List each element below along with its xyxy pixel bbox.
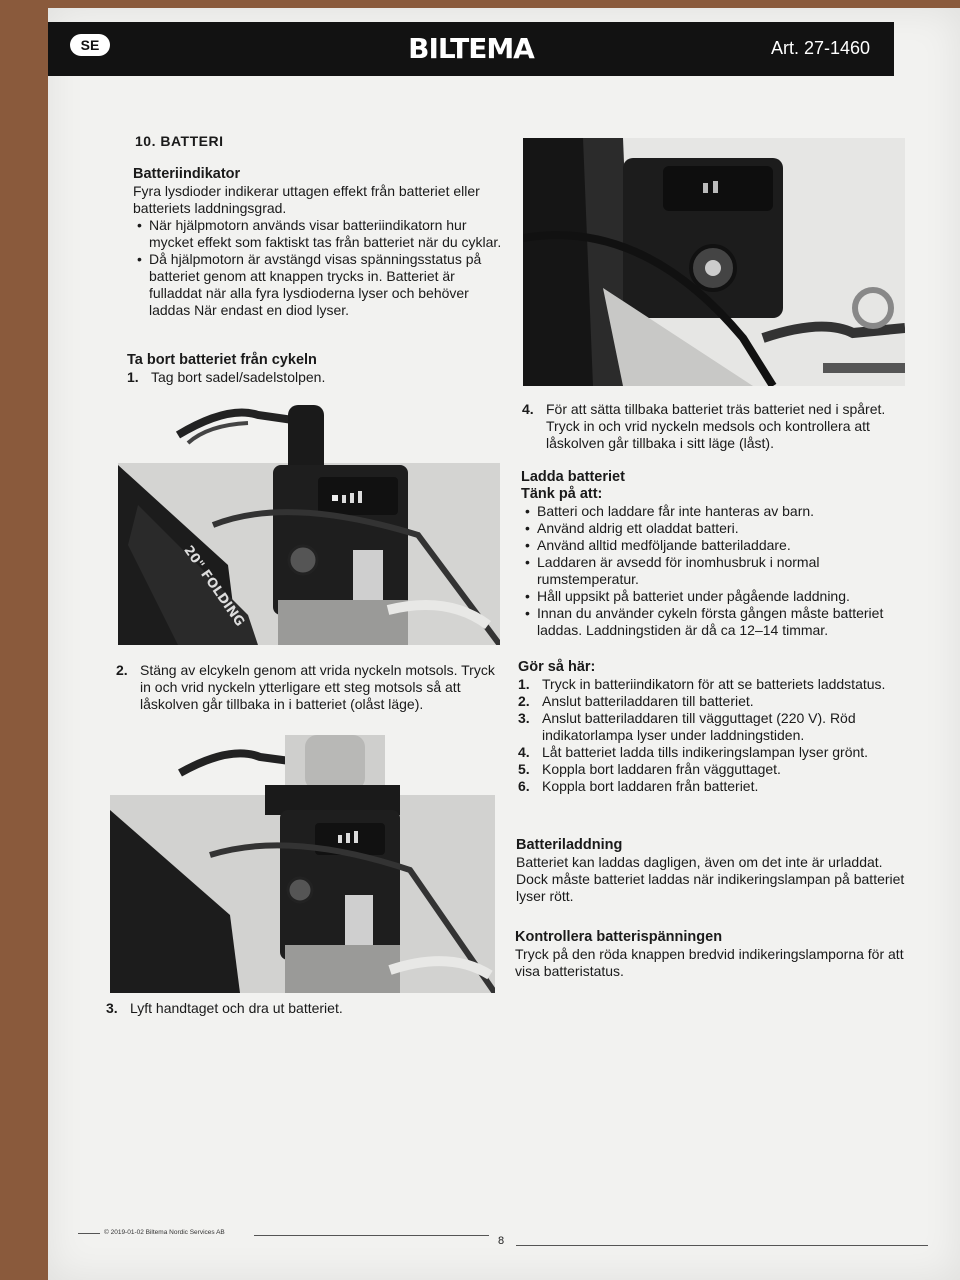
footer-rule-middle — [254, 1235, 489, 1236]
remove-step-2 — [116, 662, 496, 713]
step-text: Koppla bort laddaren från vägguttaget. — [542, 761, 781, 777]
battery-photo-1 — [118, 395, 500, 645]
list-item: • När hjälpmotorn används visar batteriindikatorn hur mycket effekt som faktiskt tas från batteriet när du cyklar. — [133, 217, 503, 251]
voltage-check-heading: Kontrollera batterispänningen — [515, 929, 723, 945]
step-number: 2. — [518, 693, 530, 709]
header-bar — [48, 22, 894, 76]
step-text: Lyft handtaget och dra ut batteriet. — [130, 1000, 343, 1016]
charge-subheading: Tänk på att: — [521, 486, 603, 502]
step-text: Tryck in batteriindikatorn för att se batteriets laddstatus. — [542, 676, 886, 692]
list-item: • Batteri och laddare får inte hanteras av barn. — [521, 503, 896, 520]
footer-rule-left — [78, 1233, 100, 1234]
list-item: • Innan du använder cykeln första gången måste batteriet laddas. Laddningstiden är då ca 12–14 timmar. — [521, 605, 896, 639]
battery-charging-text: Batteriet kan laddas dagligen, även om det inte är urladdat. Dock måste batteriet laddas när indikeringslampan på batteriet lyser rött. — [516, 854, 905, 904]
battery-indicator-heading: Batteriindikator — [133, 166, 241, 182]
battery-charging-heading: Batteriladdning — [516, 837, 623, 853]
battery-photo-2 — [110, 735, 495, 993]
remove-step-3 — [106, 1000, 486, 1017]
step-text: Låt batteriet ladda tills indikeringslampan lyser grönt. — [542, 744, 869, 760]
battery-photo-3 — [523, 138, 905, 386]
charge-section — [521, 469, 896, 639]
list-item: • Använd aldrig ett oladdat batteri. — [521, 520, 896, 537]
list-item: • Då hjälpmotorn är avstängd visas spänningsstatus på batteriet genom att knappen trycks in. Batteriet är fulladdat när alla fyra lysdioderna lyser och behöver laddas När endast en diod lyser. — [133, 251, 503, 319]
voltage-check-section — [515, 929, 910, 980]
step-number: 3. — [106, 1000, 118, 1016]
howto-heading: Gör så här: — [518, 659, 596, 675]
step-number: 4. — [518, 744, 530, 760]
step-number: 5. — [518, 761, 530, 777]
step-text: Anslut batteriladdaren till batteriet. — [542, 693, 754, 709]
brand-logo: BILTEMA — [408, 32, 534, 65]
charge-heading: Ladda batteriet — [521, 469, 625, 485]
remove-battery-heading: Ta bort batteriet från cykeln — [127, 352, 317, 368]
step-text: För att sätta tillbaka batteriet träs batteriet ned i spåret. Tryck in och vrid nyckeln medsols och kontrollera att låskolven går tillbaka i sitt läge (låst). — [546, 401, 886, 451]
battery-indicator-section — [133, 166, 503, 319]
step-text: Koppla bort laddaren från batteriet. — [542, 778, 759, 794]
battery-charging-section — [516, 837, 911, 905]
page-number: 8 — [498, 1235, 505, 1247]
step-number: 3. — [518, 710, 530, 726]
voltage-check-text: Tryck på den röda knappen bredvid indikeringslamporna för att visa batteristatus. — [515, 946, 904, 979]
battery-indicator-intro: Fyra lysdioder indikerar uttagen effekt från batteriet eller batteriets laddningsgrad. — [133, 183, 480, 216]
step-number: 1. — [127, 369, 139, 385]
list-item: • Laddaren är avsedd för inomhusbruk i normal rumstemperatur. — [521, 554, 896, 588]
step-number: 6. — [518, 778, 530, 794]
language-badge: SE — [70, 34, 110, 56]
step-number: 4. — [522, 401, 534, 417]
footer-rule-right — [516, 1245, 928, 1246]
article-number: Art. 27-1460 — [770, 38, 870, 58]
step-text: Stäng av elcykeln genom att vrida nyckeln motsols. Tryck in och vrid nyckeln ytterligare ett steg motsols så att låskolven går tillbaka in i batteriet (olåst läge). — [140, 662, 495, 712]
step-text: Anslut batteriladdaren till vägguttaget (220 V). Röd indikatorlampa lyser under laddningstiden. — [542, 710, 856, 743]
footer-copyright: © 2019-01-02 Biltema Nordic Services AB — [104, 1229, 225, 1236]
step-number: 2. — [116, 662, 128, 678]
step-number: 1. — [518, 676, 530, 692]
remove-step-1 — [127, 369, 497, 386]
section-title: 10. BATTERI — [135, 133, 224, 149]
insert-step-4 — [522, 401, 902, 452]
frame-label: 20" FOLDING — [180, 543, 248, 630]
list-item: • Håll uppsikt på batteriet under pågående laddning. — [521, 588, 896, 605]
howto-section — [518, 659, 903, 795]
step-text: Tag bort sadel/sadelstolpen. — [151, 369, 326, 385]
list-item: • Använd alltid medföljande batteriladdare. — [521, 537, 896, 554]
